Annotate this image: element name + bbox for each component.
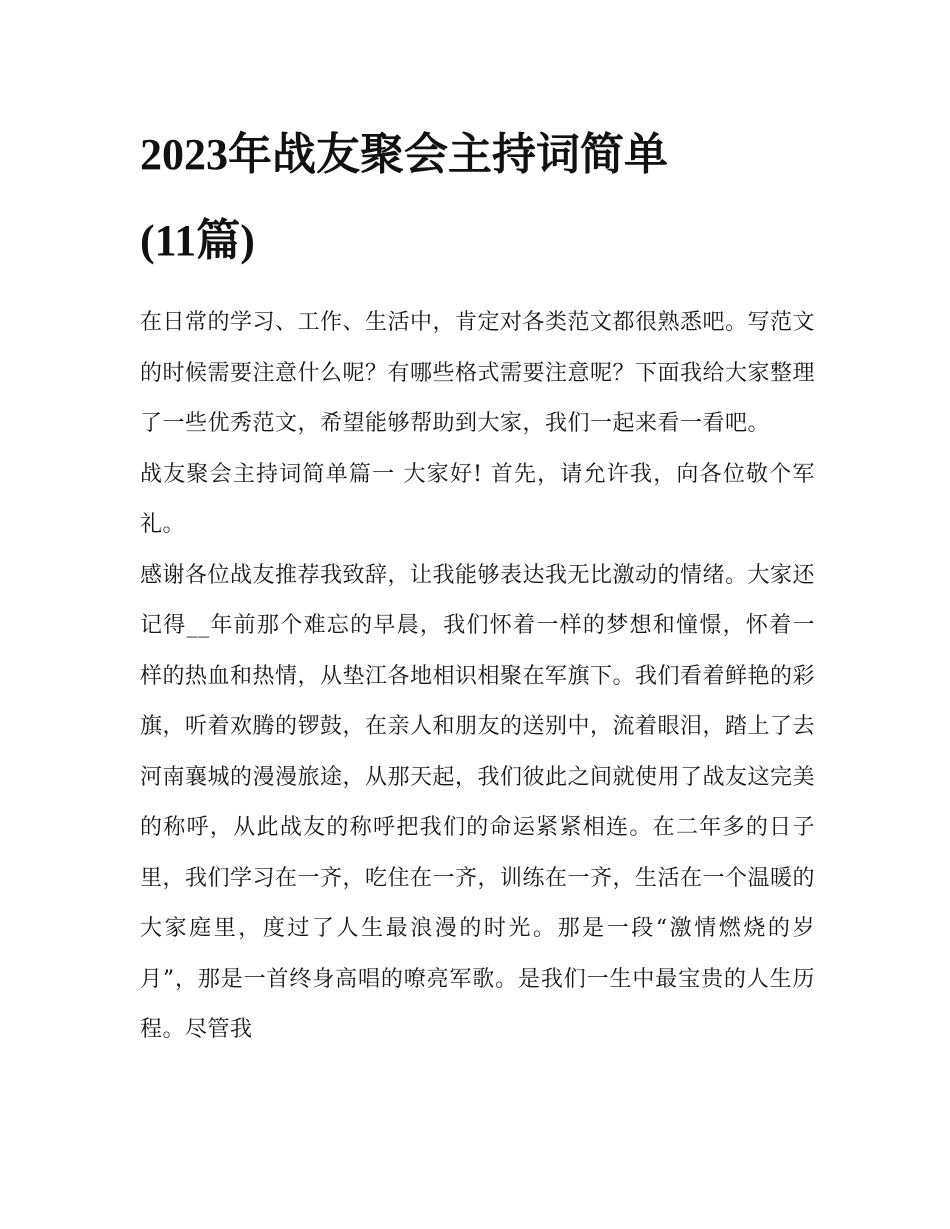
paragraph-intro: 在日常的学习、工作、生活中，肯定对各类范文都很熟悉吧。写范文的时候需要注意什么呢？有哪些格式需要注意呢？下面我给大家整理了一些优秀范文，希望能够帮助到大家，我们一起来看一看吧。 bbox=[140, 310, 816, 436]
document-body bbox=[140, 298, 815, 1056]
document-title-line-2: (11篇) bbox=[140, 216, 255, 265]
paragraph-speech: 感谢各位战友推荐我致辞，让我能够表达我无比激动的情绪。大家还记得__年前那个难忘的早晨，我们怀着一样的梦想和憧憬，怀着一样的热血和热情，从垫江各地相识相聚在军旗下。我们看着鲜艳的彩旗，听着欢腾的锣鼓，在亲人和朋友的送别中，流着眼泪，踏上了去河南襄城的漫漫旅途，从那天起，我们彼此之间就使用了战友这完美的称呼，从此战友的称呼把我们的命运紧紧相连。在二年多的日子里，我们学习在一齐，吃住在一齐，训练在一齐，生活在一个温暖的大家庭里，度过了人生最浪漫的时光。那是一段“激情燃烧的岁月”，那是一首终身高唱的嘹亮军歌。是我们一生中最宝贵的人生历程。尽管我 bbox=[140, 562, 816, 1042]
document-title bbox=[140, 112, 815, 284]
paragraph-greeting: 战友聚会主持词简单篇一 大家好! 首先，请允许我，向各位敬个军礼。 bbox=[140, 461, 815, 537]
document-page bbox=[140, 112, 815, 1056]
document-title-line-1: 2023年战友聚会主持词简单 bbox=[140, 130, 668, 179]
